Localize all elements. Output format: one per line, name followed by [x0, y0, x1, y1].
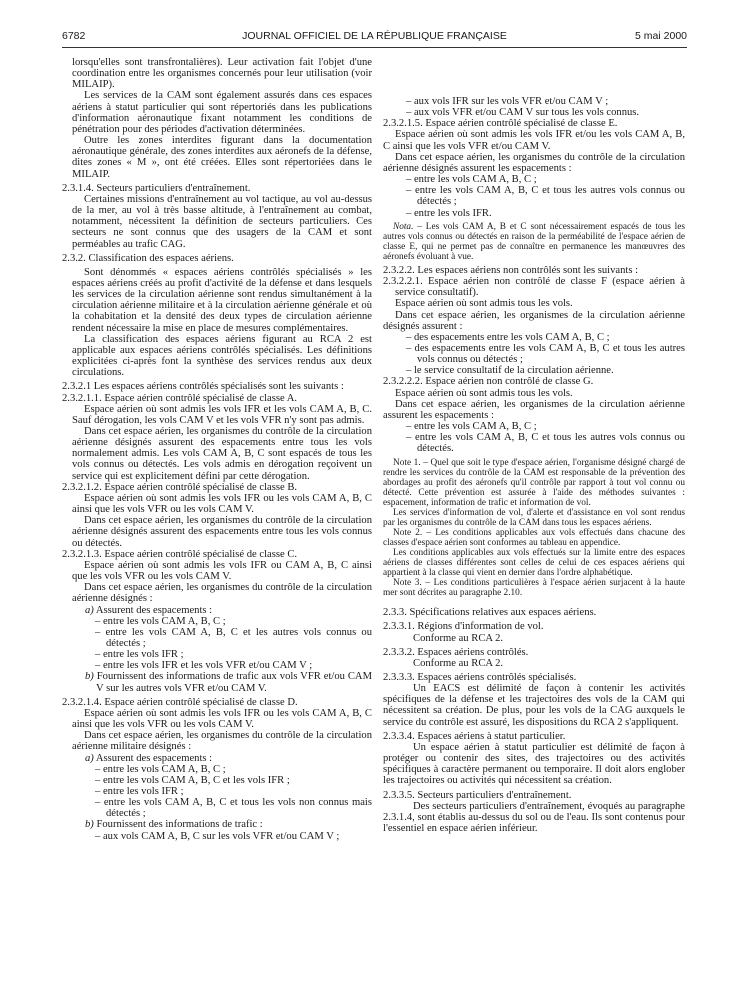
paragraph: Un EACS est délimité de façon à contenir les activités spécifiques de la défense et les trajectoires des vols de la CAM qui nécessitent sa création. De plus, pour les vols de la CAG auxquels le service du contrôle est assuré, les dispositions du RCA 2 s'appliquent. [383, 683, 685, 728]
paragraph: Conforme au RCA 2. [413, 632, 504, 644]
section-heading: 2.3.3.4. Espaces aériens à statut particulier. [383, 730, 566, 742]
paragraph: Outre les zones interdites figurant dans la documentation aéronautique générale, des zones interdites aux aéronefs de la défense, dites zones « M », ont été créées. Elles sont répertoriées dans le MILAIP. [72, 135, 372, 180]
list-item: – entre les vols CAM A, B, C et tous les vols non connus mais détectés ; [95, 797, 372, 820]
note: Note 1. – Quel que soit le type d'espace aérien, l'organisme désigné chargé de rendre les services du contrôle de la CAM est responsable de la prévention des abordages au profit des aéronefs qu'il contrôle par rapport à tout vol connu ou détecté. Cette prévention est assurée à l'aide des méthodes suivantes : espacement, information de trafic et information de vol. [383, 457, 685, 508]
list-item: – entre les vols IFR ; [95, 786, 184, 797]
page-number: 6782 [62, 30, 86, 42]
paragraph: Conforme au RCA 2. [413, 657, 504, 669]
paragraph: Dans cet espace aérien, les organismes du contrôle de la circulation aérienne militaire désignés : [72, 730, 372, 753]
note: Note 2. – Les conditions applicables aux vols effectués dans chacune des classes d'espace aérien sont conformes au tableau en appendice. [383, 527, 685, 548]
list-item: – entre les vols CAM A, B, C ; [406, 174, 537, 186]
paragraph: La classification des espaces aériens figurant au RCA 2 est applicable aux espaces aériens contrôlés spécialisés. Les définitions explicitées ci-après font la synthèse des services rendus aux deux circulations. [72, 333, 372, 379]
list-item: – des espacements entre les vols CAM A, B, C et tous les autres vols connus ou détectés ; [406, 343, 685, 366]
journal-title: JOURNAL OFFICIEL DE LA RÉPUBLIQUE FRANÇAISE [242, 30, 507, 42]
note: Note 3. – Les conditions particulières à l'espace aérien surjacent à la haute mer sont décrites au paragraphe 2.10. [383, 578, 685, 599]
list-item: a) Assurent des espacements : [85, 752, 213, 764]
list-item: – des espacements entre les vols CAM A, B, C ; [406, 331, 610, 343]
paragraph: Sont dénommés « espaces aériens contrôlés spécialisés » les espaces aériens créés au profit d'activité de la défense et dans lesquels les services de la circulation aérienne sont rendus simultanément à la circulation aérienne militaire et à la circulation aérienne générale et où la cohabitation et la densité des deux types de circulation aérienne rendent nécessaire la mise en place de mesures complémentaires. [72, 266, 372, 334]
list-item: b) Fournissent des informations de trafic : [85, 819, 263, 831]
list-item: a) Assurent des espacements : [85, 604, 213, 616]
section-heading: 2.3.3.3. Espaces aériens contrôlés spécialisés. [383, 672, 577, 683]
section-heading: 2.3.2.1.3. Espace aérien contrôlé spécialisé de classe C. [62, 548, 298, 560]
section-heading: 2.3.3.2. Espaces aériens contrôlés. [383, 646, 529, 658]
paragraph: Un espace aérien à statut particulier est délimité de façon à protéger ou contenir des sites, des trajectoires ou des activités spécifiques à caractère permanent ou temporaire. Il doit alors englober les trajectoires ou activités qui nécessitent sa création. [383, 741, 685, 787]
list-item: – aux vols VFR et/ou CAM V sur tous les vols connus. [406, 107, 640, 119]
list-item: – entre les vols CAM A, B, C et les autres vols connus ou détectés ; [95, 626, 372, 649]
list-item: b) Fournissent des informations de trafic aux vols VFR et/ou CAM V sur les autres vols VFR et/ou CAM V. [85, 671, 372, 694]
section-heading: 2.3.2.2.2. Espace aérien non contrôlé de classe G. [383, 376, 594, 388]
nota-label: Nota. [393, 221, 414, 232]
paragraph: Les services de la CAM sont également assurés dans ces espaces aériens à statut particulier qui sont répertoriés dans les publications d'information aéronautique fixant notamment les conditions de pénétration pour des périodes d'activation déterminées. [72, 90, 372, 135]
paragraph: lorsqu'elles sont transfrontalières). Leur activation fait l'objet d'une coordination entre les organismes concernés pour leur utilisation (voir MILAIP). [72, 57, 372, 91]
list-item: – entre les vols IFR et les vols VFR et/ou CAM V ; [95, 660, 313, 672]
header-rule [62, 47, 687, 48]
section-heading: 2.3.2.1.4. Espace aérien contrôlé spécialisé de classe D. [62, 696, 298, 708]
list-item: – entre les vols CAM A, B, C et tous les autres vols connus ou détectés ; [406, 185, 685, 208]
list-item: – entre les vols CAM A, B, C ; [406, 421, 537, 433]
list-item: – entre les vols CAM A, B, C ; [95, 615, 226, 627]
paragraph: Espace aérien où sont admis tous les vols. [395, 298, 573, 310]
paragraph: Espace aérien où sont admis les vols IFR ou les vols CAM A, B, C ainsi que les vols VFR ou les vols CAM V. [72, 492, 372, 516]
paragraph: Dans cet espace aérien, les organismes de la circulation aérienne désignés assurent : [383, 309, 685, 332]
right-column-content [383, 96, 685, 834]
publication-date: 5 mai 2000 [635, 30, 687, 42]
section-heading: 2.3.1.4. Secteurs particuliers d'entraînement. [62, 182, 251, 194]
list-item: – entre les vols IFR ; [95, 649, 184, 661]
list-item: – entre les vols CAM A, B, C et tous les autres vols connus ou détectés. [406, 432, 685, 455]
paragraph: Certaines missions d'entraînement au vol tactique, au vol au-dessus de la mer, au vol à très basse altitude, à l'entraînement au combat, notamment, nécessitent la définition de secteurs particuliers. Ces secteurs ne sont connus que des usagers de la CAM et sont perméables au trafic CAG. [72, 193, 372, 250]
list-item: – entre les vols IFR. [406, 207, 492, 219]
section-heading: 2.3.2.1.1. Espace aérien contrôlé spécialisé de classe A. [62, 392, 298, 404]
paragraph: Espace aérien où sont admis les vols IFR ou les vols CAM A, B, C ainsi que les vols VFR ou les vols CAM V. [72, 707, 372, 731]
section-heading: 2.3.3. Spécifications relatives aux espaces aériens. [383, 607, 597, 619]
note: Les services d'information de vol, d'alerte et d'assistance en vol sont rendus par les organismes du contrôle de la CAM dans tous les espaces aériens. [383, 507, 685, 528]
section-heading: 2.3.2.1.2. Espace aérien contrôlé spécialisé de classe B. [62, 481, 298, 493]
section-heading: 2.3.2.1.5. Espace aérien contrôlé spécialisé de classe E. [383, 118, 618, 130]
section-heading: 2.3.3.5. Secteurs particuliers d'entraînement. [383, 789, 572, 801]
list-item: – aux vols IFR sur les vols VFR et/ou CAM V ; [406, 96, 609, 107]
section-heading: 2.3.3.1. Régions d'information de vol. [383, 621, 544, 633]
paragraph: Espace aérien où sont admis les vols IFR et/ou les vols CAM A, B, C ainsi que les vols VFR et/ou CAM V. [383, 129, 685, 152]
section-heading: 2.3.2.2.1. Espace aérien non contrôlé de classe F (espace aérien à service consultatif). [383, 276, 685, 299]
paragraph: Espace aérien où sont admis tous les vols. [395, 387, 573, 399]
nota [383, 222, 685, 262]
nota-text: – Les vols CAM A, B et C sont nécessairement espacés de tous les autres vols connus ou détectés en raison de la perméabilité de l'espace aérien de classe E, qui ne permet pas de connaître en permanence les manœuvres des aéronefs évoluant à vue. [383, 221, 685, 262]
list-item: – aux vols CAM A, B, C sur les vols VFR et/ou CAM V ; [95, 830, 340, 842]
paragraph: Espace aérien où sont admis les vols IFR ou CAM A, B, C ainsi que les vols VFR ou les vols CAM V. [72, 559, 372, 583]
left-column [62, 57, 372, 842]
paragraph: Dans cet espace aérien, les organismes de la circulation aérienne assurent les espacements : [383, 398, 685, 421]
paragraph: Dans cet espace aérien, les organismes du contrôle de la circulation aérienne désignés assurent les espacements : [383, 151, 685, 174]
section-heading: 2.3.2.1 Les espaces aériens contrôlés spécialisés sont les suivants : [62, 381, 344, 393]
paragraph: Des secteurs particuliers d'entraînement, évoqués au paragraphe 2.3.1.4, sont établis au-dessus du sol ou de l'eau. Ils sont contenus pour l'essentiel en espace aérien inférieur. [383, 800, 685, 835]
list-item: – entre les vols CAM A, B, C ; [95, 763, 226, 775]
paragraph: Dans cet espace aérien, les organismes du contrôle de la circulation aérienne désignés : [72, 582, 372, 605]
section-heading: 2.3.2. Classification des espaces aériens. [62, 252, 234, 264]
note: Les conditions applicables aux vols effectués sur la limite entre des espaces aériens de classes différentes sont celles de celui de ces espaces aériens qui appartient à la classe qui vient en dernier dans l'ordre alphabétique. [383, 547, 685, 579]
paragraph: Dans cet espace aérien, les organismes du contrôle de la circulation aérienne désignés assurent des espacements entre tous les vols connus ou détectés. [72, 515, 372, 549]
list-item: – le service consultatif de la circulation aérienne. [406, 365, 614, 377]
list-item: – entre les vols CAM A, B, C et les vols IFR ; [95, 774, 290, 786]
paragraph: Dans cet espace aérien, les organismes du contrôle de la circulation aérienne désignés assurent des espacements entre tous les vols normalement admis. Les vols CAM A, B, C sont espacés de tous les vols connus ou détectés. Les vols admis en dérogation reçoivent un service qui est explicitement défini par cette dérogation. [72, 426, 372, 482]
page-header [62, 30, 687, 46]
section-heading: 2.3.2.2. Les espaces aériens non contrôlés sont les suivants : [383, 264, 639, 276]
paragraph: Espace aérien où sont admis les vols IFR et les vols CAM A, B, C. Sauf dérogation, les vols CAM V et les vols VFR n'y sont pas admis. [72, 403, 372, 426]
